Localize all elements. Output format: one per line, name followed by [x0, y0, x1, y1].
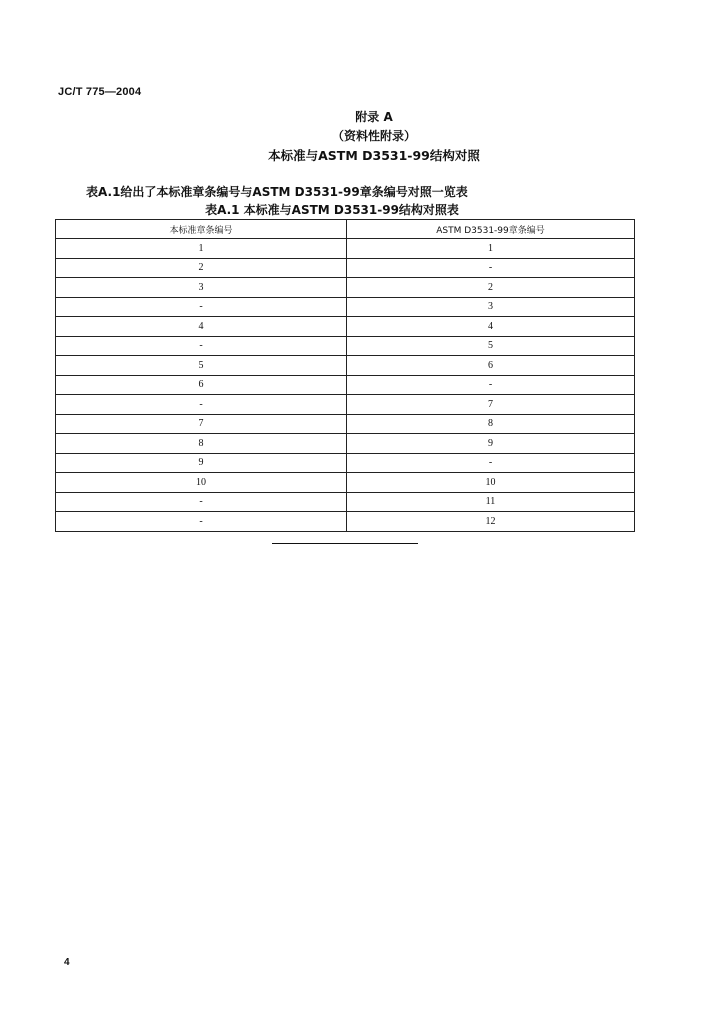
- cell-astm: 1: [347, 239, 635, 259]
- appendix-title: 附录 A: [355, 110, 393, 124]
- table-row: [56, 336, 635, 356]
- appendix-subtitle: 本标准与ASTM D3531-99结构对照: [268, 148, 480, 163]
- end-of-appendix-rule: [272, 543, 418, 544]
- table-row: [56, 473, 635, 493]
- cell-astm: 11: [347, 492, 635, 512]
- cell-this-standard: 7: [56, 414, 347, 434]
- cell-this-standard: 3: [56, 278, 347, 298]
- table-row: [56, 512, 635, 532]
- table-row: [56, 434, 635, 454]
- page-number: 4: [64, 957, 70, 968]
- cell-this-standard: 2: [56, 258, 347, 278]
- table-row: [56, 239, 635, 259]
- table-row: [56, 492, 635, 512]
- table-row: [56, 375, 635, 395]
- cell-astm: 4: [347, 317, 635, 337]
- cell-this-standard: 10: [56, 473, 347, 493]
- cell-astm: 5: [347, 336, 635, 356]
- cell-astm: 12: [347, 512, 635, 532]
- cell-astm: 7: [347, 395, 635, 415]
- table-row: [56, 278, 635, 298]
- table-row: [56, 297, 635, 317]
- cell-this-standard: 6: [56, 375, 347, 395]
- column-header-this-standard: 本标准章条编号: [56, 220, 347, 239]
- cell-astm: -: [347, 375, 635, 395]
- cell-astm: 3: [347, 297, 635, 317]
- table-header-row: [56, 220, 635, 239]
- cell-this-standard: -: [56, 512, 347, 532]
- table-row: [56, 414, 635, 434]
- column-header-astm: ASTM D3531-99章条编号: [347, 220, 635, 239]
- cell-astm: 10: [347, 473, 635, 493]
- cell-this-standard: 1: [56, 239, 347, 259]
- cell-this-standard: -: [56, 492, 347, 512]
- cell-this-standard: 9: [56, 453, 347, 473]
- table-row: [56, 317, 635, 337]
- cell-astm: 8: [347, 414, 635, 434]
- cell-astm: 9: [347, 434, 635, 454]
- cell-astm: 2: [347, 278, 635, 298]
- cell-this-standard: 5: [56, 356, 347, 376]
- cell-astm: 6: [347, 356, 635, 376]
- table-row: [56, 356, 635, 376]
- cell-this-standard: 8: [56, 434, 347, 454]
- document-code: JC/T 775—2004: [58, 86, 142, 98]
- intro-paragraph: 表A.1给出了本标准章条编号与ASTM D3531-99章条编号对照一览表: [86, 185, 468, 199]
- structure-comparison-table: [55, 219, 635, 532]
- cell-this-standard: 4: [56, 317, 347, 337]
- cell-astm: -: [347, 258, 635, 278]
- cell-this-standard: -: [56, 336, 347, 356]
- table-caption: 表A.1 本标准与ASTM D3531-99结构对照表: [205, 203, 459, 217]
- appendix-note: （资料性附录）: [331, 129, 416, 143]
- table-row: [56, 258, 635, 278]
- cell-this-standard: -: [56, 297, 347, 317]
- cell-this-standard: -: [56, 395, 347, 415]
- table-row: [56, 453, 635, 473]
- table-row: [56, 395, 635, 415]
- cell-astm: -: [347, 453, 635, 473]
